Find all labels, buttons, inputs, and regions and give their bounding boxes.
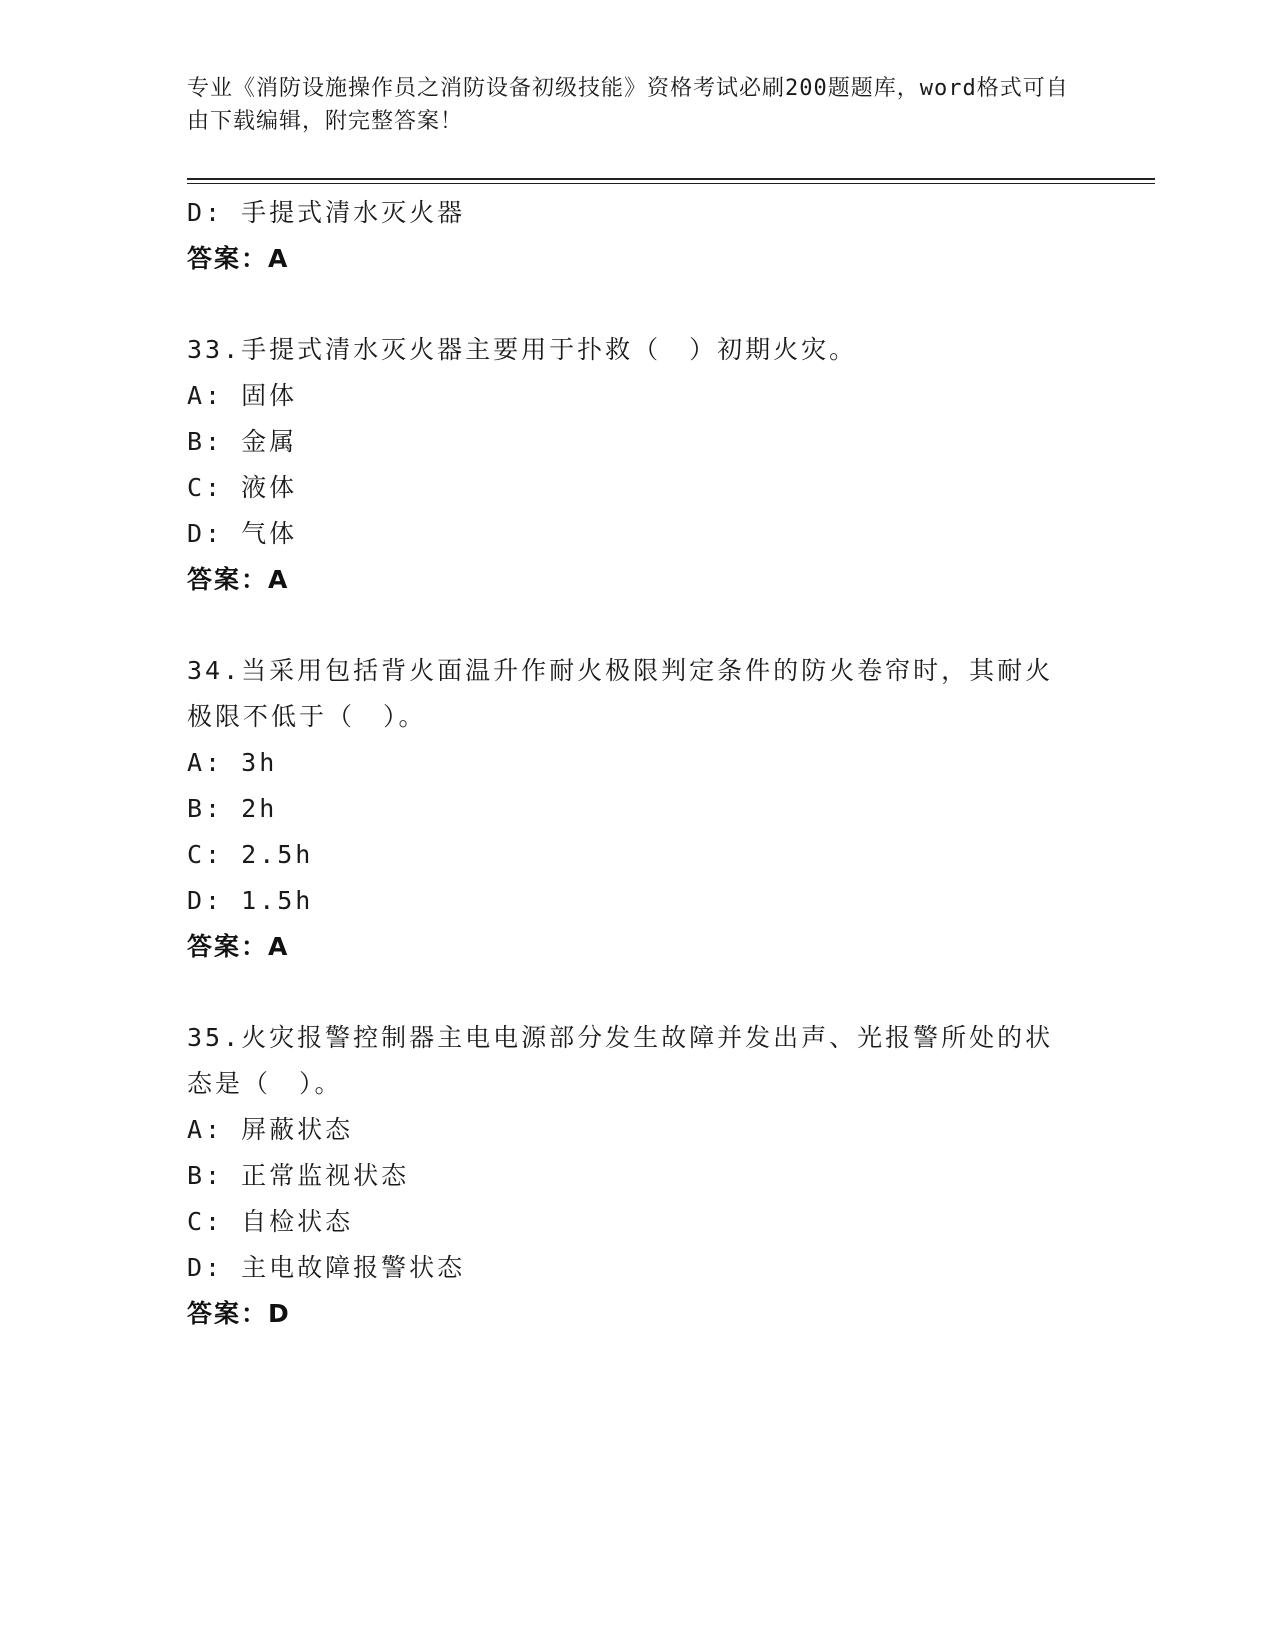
option-c: C: 自检状态: [187, 1207, 354, 1236]
header-divider-thin: [187, 183, 1155, 184]
answer: 答案：A: [187, 932, 290, 961]
option-d: D: 主电故障报警状态: [187, 1253, 466, 1282]
option-a: A: 屏蔽状态: [187, 1115, 354, 1144]
question-text: 33.手提式清水灭火器主要用于扑救（ ）初期火灾。: [187, 335, 858, 364]
question-list: [187, 190, 1087, 1337]
answer: 答案：A: [187, 565, 290, 594]
option-b: B: 正常监视状态: [187, 1161, 410, 1190]
question-text: 34.当采用包括背火面温升作耐火极限判定条件的防火卷帘时，其耐火极限不低于（ ）。: [187, 656, 1054, 731]
option-a: A: 固体: [187, 381, 298, 410]
answer: 答案：D: [187, 1299, 291, 1328]
option-a: A: 3h: [187, 748, 278, 777]
question-33: [187, 327, 1087, 603]
continued-option-d: D: 手提式清水灭火器: [187, 198, 466, 227]
option-c: C: 2.5h: [187, 840, 314, 869]
option-d: D: 1.5h: [187, 886, 314, 915]
question-35: [187, 1015, 1087, 1337]
option-b: B: 2h: [187, 794, 278, 823]
document-header: 专业《消防设施操作员之消防设备初级技能》资格考试必刷200题题库，word格式可自由下载编辑，附完整答案！: [187, 76, 1069, 134]
option-b: B: 金属: [187, 427, 298, 456]
question-text: 35.火灾报警控制器主电电源部分发生故障并发出声、光报警所处的状态是（ ）。: [187, 1023, 1054, 1098]
option-c: C: 液体: [187, 473, 298, 502]
option-d: D: 气体: [187, 519, 298, 548]
header-divider-thick: [187, 178, 1155, 180]
question-34: [187, 648, 1087, 970]
continued-answer: 答案：A: [187, 244, 290, 273]
